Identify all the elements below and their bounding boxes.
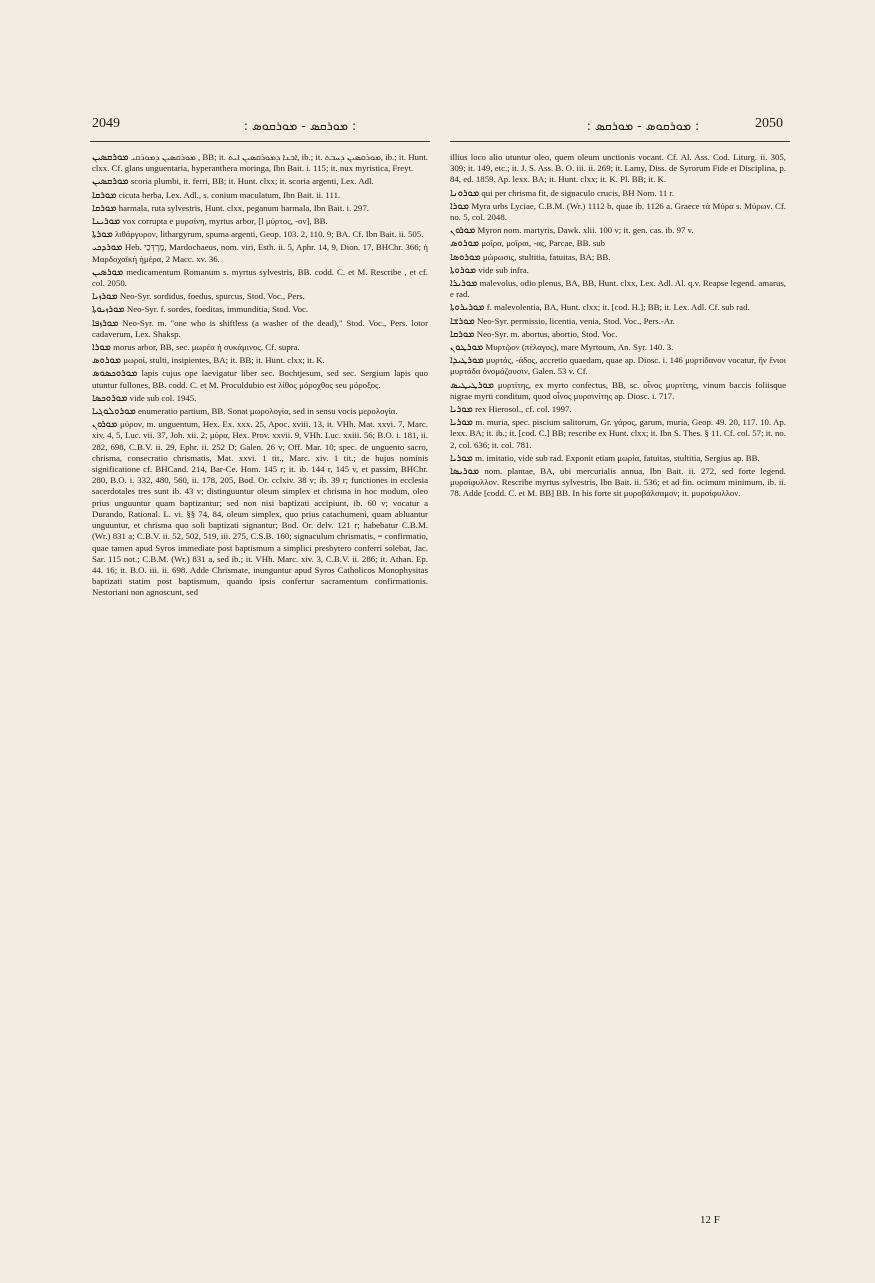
dictionary-entry [92,190,428,201]
entry-headword: ܡܘܪܛܘܢ [450,342,484,354]
dictionary-entry [92,152,428,174]
entry-headword: ܡܘܪܣܝܢ [92,266,124,278]
entry-definition: f. malevolentia, BA, Hunt. clxx; it. [cod. H.]; BB; it. Lex. Adl. Cf. sub rad. [486,302,750,313]
entry-headword: ܡܘܪܙܝܐ [92,291,118,303]
dictionary-entry [92,203,428,214]
dictionary-entry [450,201,786,223]
entry-definition: scoria plumbi, it. ferri, BB; it. Hunt. clxx; it. scoria argenti, Lex. Adl. [130,176,374,187]
entry-definition: rex Hierosol., cf. col. 1997. [475,404,572,415]
dictionary-entry [450,404,786,415]
entry-headword: ܡܘܪܛܝܛܝܣ [450,379,494,391]
entry-definition: μοῖρα, μοῖραι, -ας, Parcae, BB. sub [481,238,606,249]
entry-headword: ܡܘܪܘܢ [92,419,118,431]
entry-definition: vide sub col. 1945. [129,392,197,403]
entry-definition: medicamentum Romanum s. myrtus sylvestris, BB. codd. C. et M. Rescribe , et cf. col. 2050. [92,266,428,289]
entry-definition: m. imitatio, vide sub rad. Exponit etiam μωρία, fatuitas, stultitia, Sergius ap. BB. [475,452,760,463]
dictionary-entry [92,216,428,227]
dictionary-entry [450,329,786,340]
dictionary-entry [92,355,428,366]
dictionary-entry [92,318,428,340]
entry-headword: ܡܘܪܝܐ [450,404,473,416]
entry-definition: m. muria, spec. piscium salitorum, Gr. γάρος, garum, muria, Geop. 49. 20, 117. 10. Ap. lexx. BA; it. ib.; it. [cod. C.] BB; rescribe ex Hunt. clxx; it. Ibn S. Thes. § 11. Cf. col. 57; it. no. 2, col. 636; it. col. 781. [450,417,786,450]
entry-definition: lapis cujus ope laevigatur liber sec. Bochtjesum, sed sec. Sergium lapis quo utuntur fullones, BB. codd. C. et M. Proculdubio est λίθος μόροχθος seu μόροξος. [92,368,428,390]
left-page-number: 2049 [92,116,120,131]
entry-definition: Neo-Syr. sordidus, foedus, spurcus, Stod. Voc., Pers. [119,291,305,302]
entry-headword: ܡܘܪܘܬܐ [450,264,477,276]
entry-definition: vide sub infra. [478,264,529,275]
entry-definition: enumeratio partium, BB. Sonat μωρολογία, sed in sensu vocis μερολογία. [138,406,398,417]
entry-headword: ܡܘܪܩܣܝܢ [92,152,129,163]
entry-definition: malevolus, odio plenus, BA, BB, Hunt. clxx, Lex. Adl. Al. q.v. Reapse legend. amarus, e rad. [450,278,786,300]
entry-headword: ܡܘܪܙܦܐ [92,317,119,329]
dictionary-entry [92,368,428,390]
entry-headword: ܡܘܪܐ [450,200,469,212]
entry-headword: ܡܘܪܝܪܘܬܐ [450,302,485,314]
entry-definition: μυρτίτης, ex myrto confectus, BB, sc. οἶνος μυρτίτης, vinum baccis foliisque nigrae myrti conditum, quod οἶνος μυρσινίτης ap. Diosc. i. 717. [450,379,786,401]
dictionary-entry [450,316,786,327]
dictionary-entry [92,229,428,240]
right-page-number: 2050 [755,116,783,131]
entry-definition: ܡܘܪܩܣܝܢ ܕܡܘܪܩܝ , BB; it. ܐܒܢܐ ܕܡܘܪܩܣܝܢ ܐܝܬ, ib.; it. ܡܘܪܩܣܝܢ ܕܚܒܬ, ib.; it. Hunt. clxx. Cf. glans unguentaria, hyperanthera moringa, Ibn Bait. i. 115; it. nux myristica, Freyt. [92,152,428,174]
dictionary-entry [450,278,786,300]
dictionary-entry [450,355,786,377]
entry-headword: ܡܘܪܩܐ [92,189,117,201]
entry-definition: Neo-Syr. f. sordes, foeditas, immunditia, Stod. Voc. [126,304,309,315]
entry-definition: μυρτάς, -άδος, accretio quaedam, quae ap. Diosc. i. 146 μυρτίδανον vocatur, ἣν ἔνιοι μυρτάδα ὀνομάζουσιν, Galen. 53 v. Cf. [450,355,786,377]
dictionary-entry [450,188,786,199]
entry-headword: ܡܘܪܝܣܐ [450,466,480,478]
entry-definition: Neo-Syr. m. "one who is shiftless (a washer of the dead)," Stod. Voc., Pers. lotor cadaverum, Lex. Shaksp. [92,317,428,339]
header-rule-left [90,141,430,142]
entry-definition: μωροί, stulti, insipientes, BA; it. BB; it. Hunt. clxx; it. K. [123,355,325,366]
entry-definition: Neo-Syr. permissio, licentia, venia, Stod. Voc., Pers.-Ar. [477,315,675,326]
dictionary-entry [450,417,786,451]
entry-headword: ܡܘܪܝܪܐ [450,278,478,290]
dictionary-entry [450,225,786,236]
entry-headword: ܡܘܪܘܟܣܘܣ [92,368,138,380]
entry-definition: Heb. מָרְדְּכַי, Mardochaeus, nom. viri, Esth. ii. 5, Aphr. 14, 9, Dion. 17, BHChr. 366; ἡ Μαρδοχαϊκὴ ἡμέρα, 2 Macc. xv. 36. [92,242,428,264]
entry-definition: illius loco alio utuntur oleo, quem oleum unctionis vocant. Cf. Al. Ass. Cod. Liturg. ii. 305, 309; it. 149, etc.; it. J. S. Ass. B. O. iii. ii. 269; it. Lamy, Diss. de Syrorum Fide et Disciplina, p. 84, ed. 1859. Ap. lexx. BA; it. Hunt. clxx; it. K. Pl. BB; it. K. [450,152,786,185]
dictionary-entry [450,453,786,464]
entry-headword: ܡܘܪܩܐ [92,202,117,214]
dictionary-entry [450,342,786,353]
entry-definition: μύρον, m. unguentum, Hex. Ex. xxx. 25, Apoc. xviii. 13, it. VHh. Mat. xxvi. 7, Marc. xiv. 4, 5, Luc. vii. 37, Joh. xii. 2; μύρα, Hex. Prov. xxvii. 9, VHh. Luc. xxiii. 56; B.O. i. 181, ii. 282, 698, C.B.V. ii. 29, Ephr. ii. 252 D; Galen. 26 v; Off. Mar. 10; spec. de unguento sacro, chrisma, consecratio chrismatis, Mat. xxvi. 1 tit., Marc. xiv. 1 tit.; de hujus nominis significatione cf. BHCand. 214, Bar-Ce. Hom. 145 r; it. ib. 144 r, 145 v, et passim, BHChr. 280, B.O. i. 332, 480, 560, ii. 178, 205, Bod. Or. cclxiv. 38 v; ib. 39 r; functiones in ecclesia sacerdotales tres sunt ib. 43 v; distinguuntur oleum simplex et chrisma in hoc modum, oleo prius unguuntur quam baptizantur; sed non nisi baptizati accipiunt, ib. 60 v; vocatur a Durando, Rational. L. vi. §§ 74, 84, oleum simplex, quo prius catachumeni, quam abluantur unguuntur, et chrisma quo soli baptizati signantur; Bod. Or. delv. 121 r; habebatur C.B.M. (Wr.) 831 a; C.B.V. ii. 52, 502, 519, iii. 275, C.S.B. 160; signaculum chrismatis, = confirmatio, quae tamen apud Syros immediate post baptismum a simplici presbytero conferri solebat, Jac. Sar. 115 not.; C.B.M. (Wr.) 831 a, sed ib.; it. VHh. Marc. xiv. 3, C.B.V. ii. 286; it. Athan. Ep. 44. 16; it. B.O. iii. ii. 698. Adde Chrismate, inunguntur apud Syros Catholicos Monophysitas baptizati statim post baptismum, quando ipsis confertur sacramentum confirmationis. Nestoriani non agnoscunt, sed [92,419,428,598]
entry-headword: ܡܘܪܝܐ [450,452,473,464]
entry-definition: μώρωσις, stultitia, fatuitas, BA; BB. [482,251,611,262]
dictionary-entry [92,406,428,417]
dictionary-entry [450,380,786,402]
dictionary-entry [450,152,786,186]
dictionary-entry [450,466,786,500]
dictionary-entry [450,265,786,276]
entry-headword: ܡܘܪܐ [92,342,111,354]
entry-headword: ܡܘܪܘܣ [92,355,122,367]
entry-definition: Myra urbs Lyciae, C.B.M. (Wr.) 1112 b, quae ib. 1126 a. Graece τὰ Μύρα s. Μύρων. Cf. no. 5, col. 2048. [450,200,786,223]
dictionary-entry [92,176,428,187]
entry-headword: ܡܘܪܩܣܝܢ [92,176,129,188]
entry-headword: ܡܘܪܫܐ [450,315,475,327]
entry-headword: ܡܘܪܝܢܐ [92,216,121,228]
dictionary-entry [92,393,428,404]
entry-headword: ܡܘܪܘܢ [450,225,476,237]
dictionary-entry [450,238,786,249]
entry-definition: morus arbor, BB, sec. μωρέα ἡ συκάμινος. Cf. supra. [113,342,300,353]
header-rule-right [450,141,790,142]
dictionary-entry [92,304,428,315]
entry-definition: vox corrupta e μυρσίνη, myrtus arbor, [l μύρτος, -ον], BB. [122,216,328,227]
entry-definition: λιθάργυρον, lithargyrum, spuma argenti, Geop. 103. 2, 110. 9; BA. Cf. Ibn Bait. ii. 505. [115,229,424,240]
dictionary-entry [92,242,428,264]
entry-headword: ܡܘܪܬܐ [92,229,113,241]
entry-headword: ܡܘܪܘܢܐ [450,187,480,199]
entry-headword: ܡܘܪܝܐ [450,417,473,429]
entry-definition: cicuta herba, Lex. Adl., s. conium maculatum, Ibn Bait. ii. 111. [118,189,341,200]
dictionary-entry [92,267,428,289]
left-column [92,152,428,1222]
entry-headword: ܡܘܪܘܣ [450,238,480,250]
entry-definition: nom. plantae, BA, ubi mercurialis annua, Ibn Bait. ii. 272, sed forte legend. μυρσίφυλλον. Rescribe myrtus sylvestris, Ibn Bait. ii. 536; et ad fin. ocimum minimum, ib. ii. 78. Adde [codd. C. et M. BB] BB. In his forte sit μυροβάλσαμον; it. μυρσίφυλλον. [450,466,786,499]
entry-headword: ܡܘܪܘܠܘܓܝܐ [92,406,136,418]
entry-headword: ܡܘܪܘܣܐ [450,251,481,263]
entry-headword: ܡܘܪܘܟܣܐ [92,392,128,404]
entry-definition: Neo-Syr. m. abortus, abortio, Stod. Voc. [476,328,618,339]
entry-definition: Μυρτῷον (πέλαγος), mare Myrtoum, An. Syr. 140. 3. [485,342,674,353]
entry-headword: ܡܘܪܩܐ [450,328,475,340]
right-running-head: : ܡܘܪܩܘܣ - ܡܘܪܩܣ : [586,118,700,133]
dictionary-entry [92,342,428,353]
entry-headword: ܡܘܪܙܝܘܬܐ [92,304,125,316]
entry-headword: ܡܘܪܕܟܝ [92,242,123,254]
entry-definition: Myron nom. martyris, Dawk. xlii. 100 v; it. gen. cas. ib. 97 v. [477,225,694,236]
dictionary-entry [92,291,428,302]
left-running-head: : ܡܘܪܩܣ - ܡܘܪܩܘܣ : [243,118,357,133]
entry-definition: harmala, ruta sylvestris, Hunt. clxx, peganum harmala, Ibn Bait. i. 297. [118,202,369,213]
entry-headword: ܡܘܪܛܝܕܐ [450,355,484,367]
dictionary-entry [450,252,786,263]
dictionary-entry [450,302,786,313]
dictionary-entry [92,419,428,598]
entry-definition: qui per chrisma fit, de signaculo crucis, BH Nom. 11 r. [481,187,675,198]
signature-mark: 12 F [700,1214,720,1226]
right-column [450,152,786,1222]
